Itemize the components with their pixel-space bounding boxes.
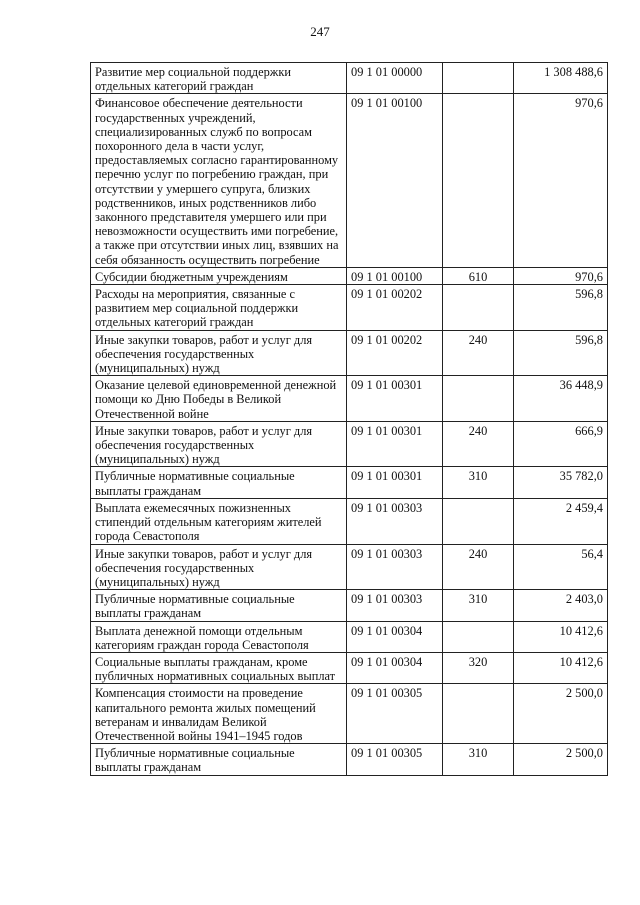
table-row	[91, 684, 608, 744]
cell-expense-type: 310	[443, 744, 514, 775]
cell-name: Финансовое обеспечение деятельности государственных учреждений, специализированных служб по вопросам похоронного дела в части услуг, предоставляемых согласно гарантированному перечню услуг по погребению граждан, при отсутствии у умершего супруга, близких родственников, иных родственников либо законного представителя умершего или при невозможности осуществить ими погребение, а также при отсутствии иных лиц, взявших на себя обязанность осуществить погребение	[91, 94, 347, 267]
page-number: 247	[310, 24, 330, 39]
cell-expense-type: 310	[443, 590, 514, 621]
cell-name: Выплата ежемесячных пожизненных стипендий отдельным категориям жителей города Севастополя	[91, 498, 347, 544]
table-row	[91, 267, 608, 284]
cell-expense-type: 240	[443, 544, 514, 590]
cell-code: 09 1 01 00100	[347, 267, 443, 284]
cell-sum: 2 500,0	[514, 684, 608, 744]
cell-name: Оказание целевой единовременной денежной помощи ко Дню Победы в Великой Отечественной войне	[91, 376, 347, 422]
cell-code: 09 1 01 00202	[347, 330, 443, 376]
cell-code: 09 1 01 00301	[347, 421, 443, 467]
table-row	[91, 621, 608, 652]
table-row	[91, 544, 608, 590]
cell-expense-type	[443, 684, 514, 744]
cell-expense-type: 610	[443, 267, 514, 284]
cell-code: 09 1 01 00305	[347, 744, 443, 775]
cell-expense-type: 240	[443, 421, 514, 467]
cell-sum: 56,4	[514, 544, 608, 590]
cell-code: 09 1 01 00301	[347, 467, 443, 498]
cell-expense-type: 240	[443, 330, 514, 376]
cell-code: 09 1 01 00000	[347, 63, 443, 94]
table-row	[91, 498, 608, 544]
cell-code: 09 1 01 00100	[347, 94, 443, 267]
cell-sum: 36 448,9	[514, 376, 608, 422]
cell-expense-type	[443, 63, 514, 94]
cell-expense-type	[443, 621, 514, 652]
cell-code: 09 1 01 00305	[347, 684, 443, 744]
cell-expense-type	[443, 376, 514, 422]
cell-name: Иные закупки товаров, работ и услуг для обеспечения государственных (муниципальных) нужд	[91, 421, 347, 467]
cell-name: Компенсация стоимости на проведение капитального ремонта жилых помещений ветеранам и инвалидам Великой Отечественной войны 1941–1945 годов	[91, 684, 347, 744]
cell-sum: 2 403,0	[514, 590, 608, 621]
cell-code: 09 1 01 00303	[347, 498, 443, 544]
table-row	[91, 330, 608, 376]
cell-sum: 10 412,6	[514, 621, 608, 652]
cell-name: Иные закупки товаров, работ и услуг для обеспечения государственных (муниципальных) нужд	[91, 544, 347, 590]
table-row	[91, 421, 608, 467]
cell-name: Публичные нормативные социальные выплаты гражданам	[91, 590, 347, 621]
table-row	[91, 590, 608, 621]
cell-code: 09 1 01 00304	[347, 652, 443, 683]
table-row	[91, 467, 608, 498]
cell-sum: 2 459,4	[514, 498, 608, 544]
cell-name: Иные закупки товаров, работ и услуг для обеспечения государственных (муниципальных) нужд	[91, 330, 347, 376]
table-row	[91, 285, 608, 331]
cell-code: 09 1 01 00303	[347, 544, 443, 590]
cell-name: Публичные нормативные социальные выплаты гражданам	[91, 744, 347, 775]
cell-sum: 970,6	[514, 267, 608, 284]
budget-table-body	[91, 63, 608, 776]
cell-name: Развитие мер социальной поддержки отдельных категорий граждан	[91, 63, 347, 94]
cell-sum: 2 500,0	[514, 744, 608, 775]
cell-expense-type: 320	[443, 652, 514, 683]
cell-expense-type	[443, 94, 514, 267]
cell-name: Расходы на мероприятия, связанные с развитием мер социальной поддержки отдельных категорий граждан	[91, 285, 347, 331]
cell-name: Выплата денежной помощи отдельным категориям граждан города Севастополя	[91, 621, 347, 652]
cell-sum: 970,6	[514, 94, 608, 267]
cell-expense-type	[443, 498, 514, 544]
table-row	[91, 744, 608, 775]
cell-sum: 596,8	[514, 285, 608, 331]
cell-code: 09 1 01 00301	[347, 376, 443, 422]
cell-sum: 1 308 488,6	[514, 63, 608, 94]
cell-expense-type	[443, 285, 514, 331]
cell-name: Субсидии бюджетным учреждениям	[91, 267, 347, 284]
table-row	[91, 94, 608, 267]
cell-name: Социальные выплаты гражданам, кроме публичных нормативных социальных выплат	[91, 652, 347, 683]
table-row	[91, 376, 608, 422]
cell-sum: 666,9	[514, 421, 608, 467]
cell-code: 09 1 01 00303	[347, 590, 443, 621]
cell-name: Публичные нормативные социальные выплаты гражданам	[91, 467, 347, 498]
cell-sum: 10 412,6	[514, 652, 608, 683]
cell-code: 09 1 01 00202	[347, 285, 443, 331]
budget-table	[90, 62, 608, 776]
cell-expense-type: 310	[443, 467, 514, 498]
table-row	[91, 63, 608, 94]
cell-sum: 35 782,0	[514, 467, 608, 498]
cell-code: 09 1 01 00304	[347, 621, 443, 652]
table-row	[91, 652, 608, 683]
cell-sum: 596,8	[514, 330, 608, 376]
